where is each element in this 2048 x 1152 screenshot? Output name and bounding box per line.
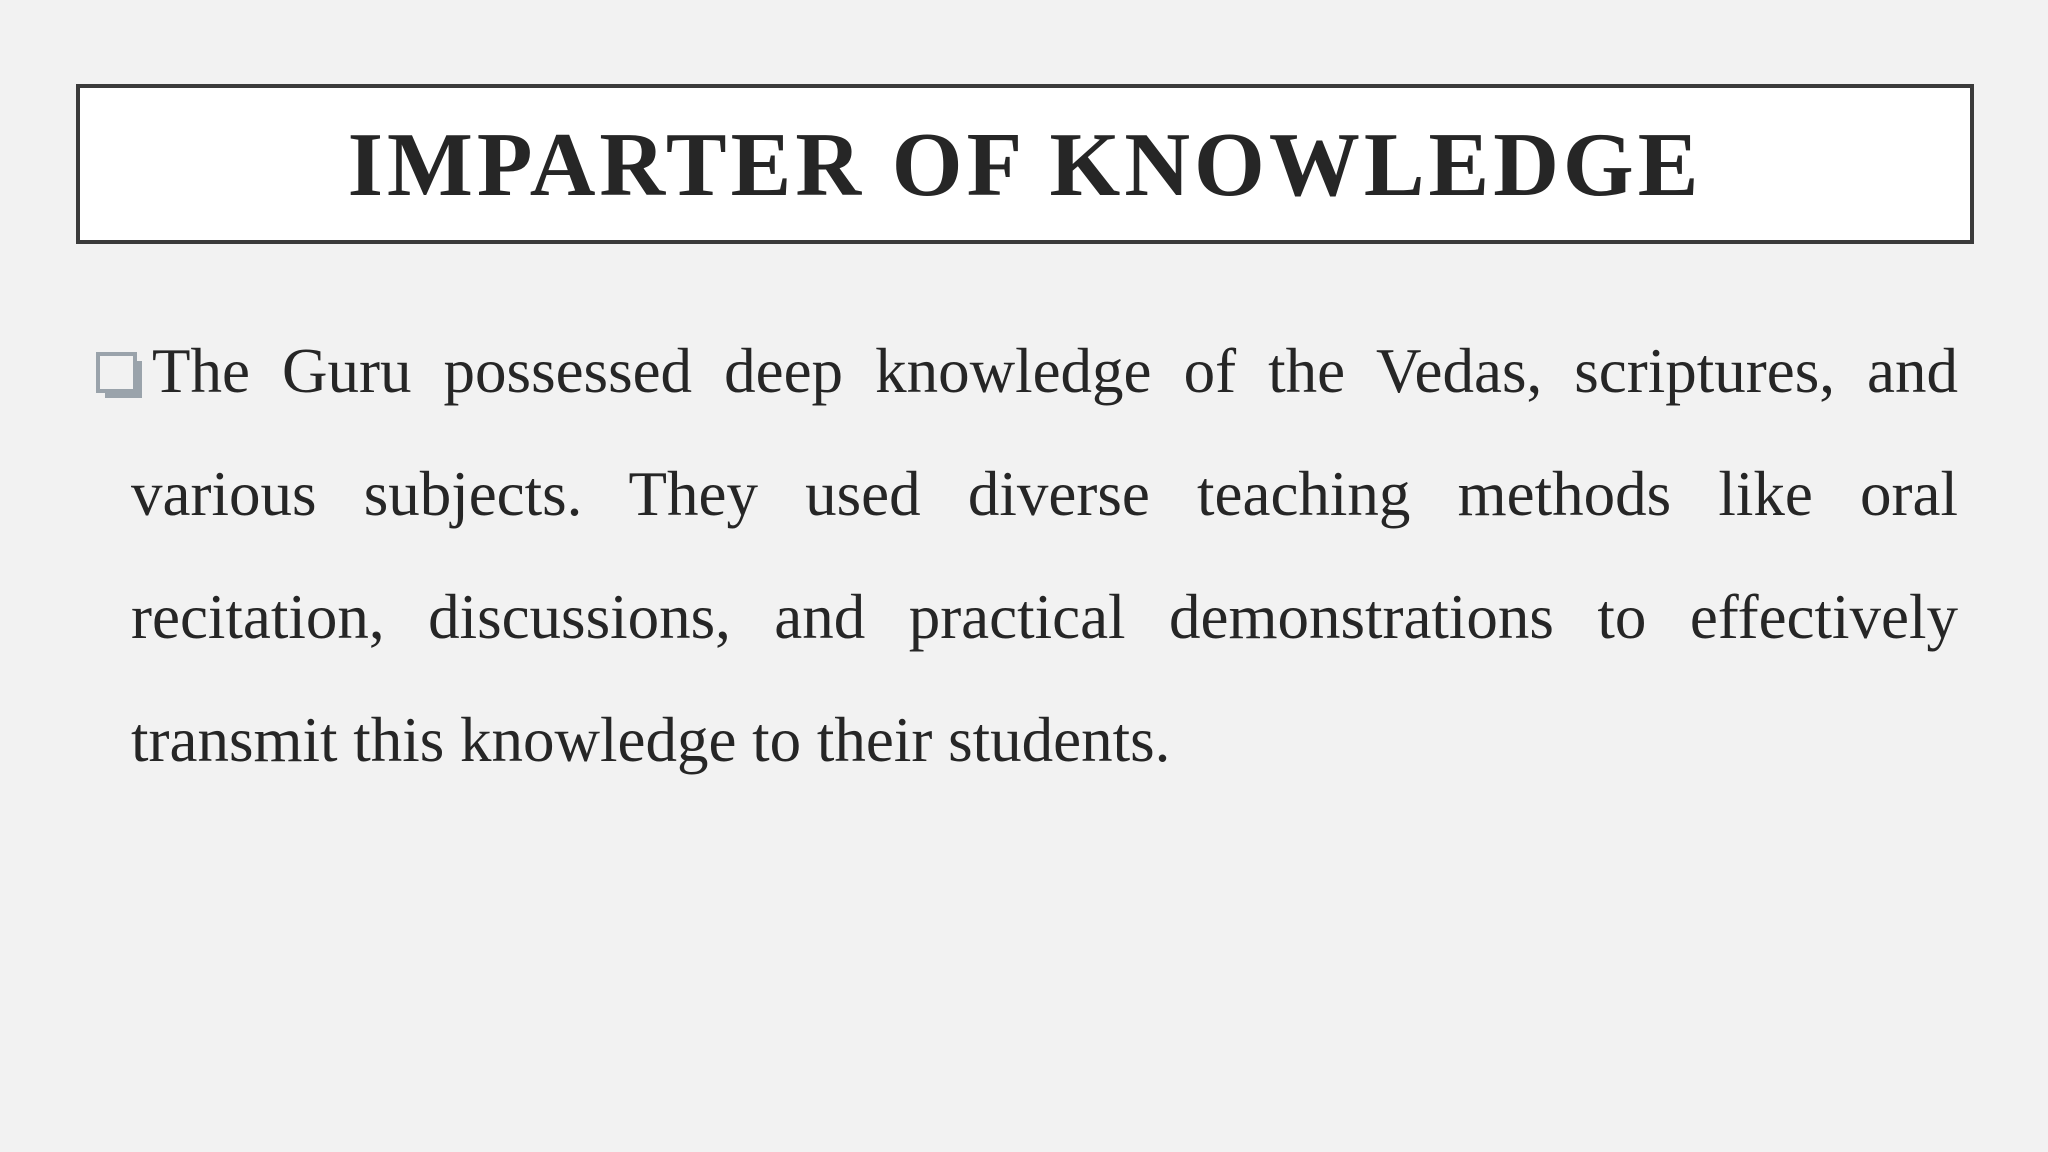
hollow-square-bullet-icon [96,352,144,400]
title-box [76,84,1974,244]
bullet-text: The Guru possessed deep knowledge of the Vedas, scriptures, and various subjects. They used diverse teaching methods like oral recitation, discussions, and practical demonstrations to effectively transmit this knowledge to their students. [131,336,1958,775]
slide-title: IMPARTER OF KNOWLEDGE [347,113,1703,215]
bullet-item [96,332,1958,802]
